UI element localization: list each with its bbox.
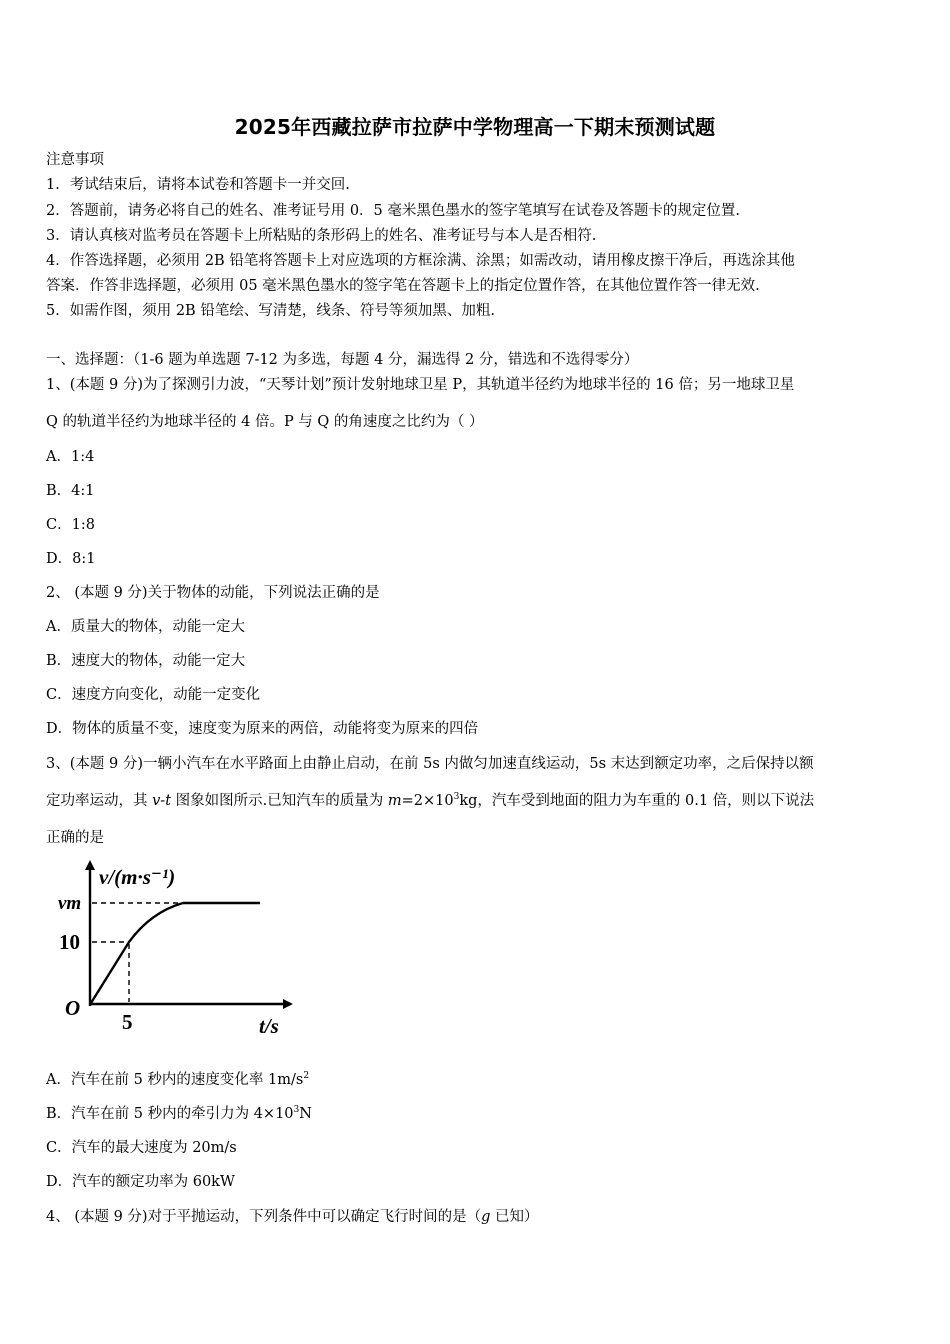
question-3-stem-line1: 3、(本题 9 分)一辆小汽车在水平路面上由静止启动，在前 5s 内做匀加速直线运动，5s 末达到额定功率，之后保持以额	[46, 756, 814, 772]
vt-graph	[55, 860, 300, 1040]
question-1-stem-line2: Q 的轨道半径约为地球半径的 4 倍。P 与 Q 的角速度之比约为（ ）	[46, 414, 484, 430]
question-2-stem: 2、 (本题 9 分)关于物体的动能，下列说法正确的是	[46, 585, 380, 601]
origin-label: O	[65, 996, 81, 1020]
x-axis-arrow	[283, 999, 293, 1009]
question-2-option-d: D．物体的质量不变，速度变为原来的两倍，动能将变为原来的四倍	[46, 721, 479, 737]
question-2-option-b: B．速度大的物体，动能一定大	[46, 653, 246, 669]
question-1-option-b: B．4:1	[46, 483, 95, 499]
page-title: 2025年西藏拉萨市拉萨中学物理高一下期末预测试题	[234, 115, 716, 139]
question-1-option-a: A．1:4	[46, 449, 95, 465]
notice-item: 3．请认真核对监考员在答题卡上所粘贴的条形码上的姓名、准考证号与本人是否相符.	[46, 228, 597, 244]
question-2-option-a: A．质量大的物体，动能一定大	[46, 619, 245, 635]
question-3-stem-line2: 定功率运动，其 v-t 图象如图所示.已知汽车的质量为 $m=2\times 10^3kg$，汽车受到地面的阻力为车重的 0.1 倍，则以下说法	[46, 792, 815, 809]
question-3-option-b: B．汽车在前 5 秒内的牵引力为 $4\times 10^3N$	[46, 1105, 312, 1122]
question-2-option-c: C．速度方向变化，动能一定变化	[46, 687, 261, 703]
v10-label: 10	[59, 930, 80, 954]
notice-item: 1．考试结束后，请将本试卷和答题卡一并交回.	[46, 177, 350, 193]
question-3-stem-line3: 正确的是	[46, 830, 104, 846]
section-heading: 一、选择题：（1-6 题为单选题 7-12 为多选，每题 4 分，漏选得 2 分，错选和不选得零分）	[46, 352, 639, 368]
notice-item: 5．如需作图，须用 2B 铅笔绘、写清楚，线条、符号等须加黑、加粗.	[46, 303, 495, 319]
question-1-option-d: D．8:1	[46, 551, 96, 567]
notice-item: 2．答题前，请务必将自己的姓名、准考证号用 0．5 毫米黑色墨水的签字笔填写在试卷及答题卡的规定位置.	[46, 203, 740, 219]
t5-label: 5	[122, 1010, 133, 1034]
question-3-option-a: A．汽车在前 5 秒内的速度变化率 $1m/s^2$	[46, 1071, 310, 1088]
x-axis-label: t/s	[259, 1014, 279, 1038]
question-1-stem-line1: 1、(本题 9 分)为了探测引力波，“天琴计划”预计发射地球卫星 P，其轨道半径约为地球半径的 16 倍；另一地球卫星	[46, 377, 795, 393]
notice-heading: 注意事项	[46, 152, 104, 168]
notice-item: 4．作答选择题，必须用 2B 铅笔将答题卡上对应选项的方框涂满、涂黑；如需改动，请用橡皮擦干净后，再选涂其他	[46, 253, 795, 269]
y-axis-arrow	[85, 860, 95, 870]
vm-label: vm	[58, 893, 82, 914]
velocity-curve	[91, 903, 260, 1003]
question-3-option-c: C．汽车的最大速度为 20m/s	[46, 1140, 237, 1156]
question-4-stem: 4、 (本题 9 分)对于平抛运动，下列条件中可以确定飞行时间的是（g 已知）	[46, 1209, 539, 1225]
question-3-option-d: D．汽车的额定功率为 60kW	[46, 1174, 235, 1190]
y-axis-label: v/(m·s⁻¹)	[99, 865, 176, 889]
question-1-option-c: C．1:8	[46, 517, 95, 533]
notice-item: 答案．作答非选择题，必须用 05 毫米黑色墨水的签字笔在答题卡上的指定位置作答，在其他位置作答一律无效.	[46, 278, 760, 294]
